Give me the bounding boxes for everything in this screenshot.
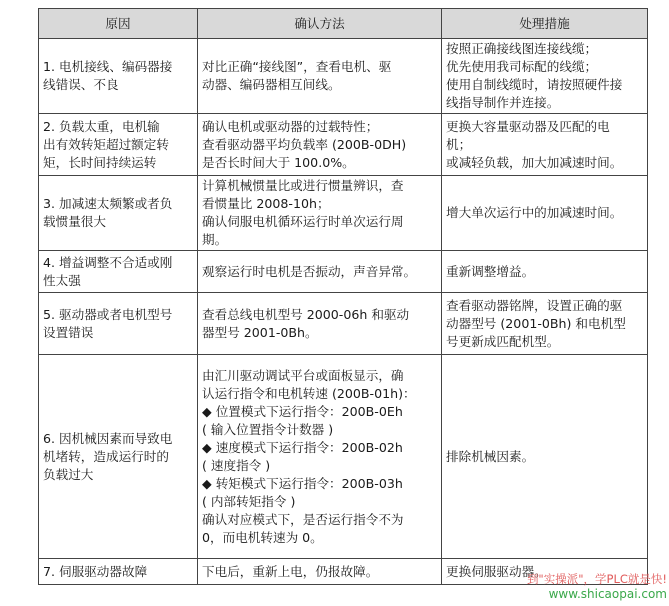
method-line: ◆ 速度模式下运行指令：200B-02h (202, 439, 403, 455)
method-line: 0，而电机转速为 0。 (202, 529, 323, 545)
cause-line: 出有效转矩超过额定转 (43, 136, 169, 152)
cause-line: 6. 因机械因素而导致电 (43, 430, 173, 446)
cell-action (442, 114, 648, 176)
table-row (39, 114, 648, 176)
action-line: 使用自制线缆时，请按照硬件接 (446, 77, 623, 92)
method-line: 由汇川驱动调试平台或面板显示，确 (202, 367, 404, 383)
cell-method (198, 176, 442, 251)
method-line: ( 内部转矩指令 ) (202, 493, 296, 509)
action-line: 更换大容量驱动器及匹配的电 (446, 118, 610, 134)
cell-cause (39, 355, 198, 559)
header-row (39, 9, 648, 39)
method-line: 认运行指令和电机转速 (200B-01h)： (202, 385, 416, 401)
method-line: 观察运行时电机是否振动，声音异常。 (202, 263, 417, 279)
cause-line: 7. 伺服驱动器故障 (43, 563, 148, 579)
cell-action (442, 176, 648, 251)
cause-line: 载惯量很大 (43, 214, 106, 229)
action-line: 动器型号 (2001-0Bh) 和电机型 (446, 315, 626, 331)
action-line: 查看驱动器铭牌，设置正确的驱 (446, 297, 623, 313)
cause-line: 4. 增益调整不合适或刚 (43, 254, 173, 270)
action-line: 重新调整增益。 (446, 263, 535, 279)
action-line: 增大单次运行中的加减速时间。 (446, 205, 623, 220)
action-line: 按照正确接线图连接线缆； (446, 41, 598, 56)
cause-line: 负载过大 (43, 466, 94, 482)
action-line: 号更新成匹配机型。 (446, 333, 560, 349)
table-row (39, 251, 648, 293)
cell-cause (39, 114, 198, 176)
fault-table (38, 8, 648, 585)
method-line: 查看驱动器平均负载率 (200B-0DH) (202, 136, 407, 152)
cause-line: 2. 负载太重，电机输 (43, 118, 160, 134)
cell-method (198, 251, 442, 293)
cause-line: 3. 加减速太频繁或者负 (43, 196, 173, 211)
cell-action (442, 251, 648, 293)
method-line: ◆ 位置模式下运行指令：200B-0Eh (202, 403, 403, 419)
action-line: 机； (446, 136, 472, 152)
method-line: 看惯量比 2008-10h； (202, 196, 330, 211)
table-row (39, 176, 648, 251)
cell-action (442, 293, 648, 355)
header-cause: 原因 (39, 9, 198, 39)
cause-line: 1. 电机接线、编码器接 (43, 59, 173, 74)
action-line: 或减轻负载，加大加减速时间。 (446, 154, 623, 170)
method-line: ◆ 转矩模式下运行指令：200B-03h (202, 475, 403, 491)
watermark-url: www.shicaopai.com (548, 587, 667, 601)
method-line: 对比正确“接线图”，查看电机、驱 (202, 59, 392, 74)
method-line: 确认电机或驱动器的过载特性； (202, 118, 379, 134)
table-row (39, 355, 648, 559)
table-row (39, 293, 648, 355)
watermark-slogan: 到"实操派"，学PLC就是快! (526, 572, 667, 586)
cell-cause (39, 39, 198, 114)
cause-line: 线错误、不良 (43, 77, 119, 92)
cause-line: 机堵转，造成运行时的 (43, 448, 169, 464)
header-action: 处理措施 (442, 9, 648, 39)
header-method: 确认方法 (198, 9, 442, 39)
cell-method (198, 114, 442, 176)
method-line: ( 输入位置指令计数器 ) (202, 421, 334, 437)
method-line: 下电后，重新上电，仍报故障。 (202, 563, 379, 579)
action-line: 排除机械因素。 (446, 448, 535, 464)
cell-method (198, 559, 442, 585)
table-row (39, 39, 648, 114)
method-line: 期。 (202, 232, 228, 247)
action-line: 优先使用我司标配的线缆； (446, 59, 598, 74)
cell-cause (39, 559, 198, 585)
method-line: ( 速度指令 ) (202, 457, 271, 473)
cell-cause (39, 293, 198, 355)
cause-line: 设置错误 (43, 324, 94, 340)
cell-cause (39, 176, 198, 251)
cell-method (198, 39, 442, 114)
action-line: 更换伺服驱动器。 (446, 563, 547, 579)
watermark (527, 572, 667, 602)
method-line: 确认对应模式下，是否运行指令不为 (202, 511, 404, 527)
cell-cause (39, 251, 198, 293)
cause-line: 矩，长时间持续运转 (43, 154, 157, 170)
method-line: 计算机械惯量比或进行惯量辨识，查 (202, 178, 404, 193)
method-line: 动器、编码器相互间线。 (202, 77, 341, 92)
method-line: 是否长时间大于 100.0%。 (202, 154, 355, 170)
cause-line: 5. 驱动器或者电机型号 (43, 306, 173, 322)
method-line: 查看总线电机型号 2000-06h 和驱动 (202, 306, 410, 322)
cell-action (442, 39, 648, 114)
action-line: 线指导制作并连接。 (446, 95, 560, 110)
method-line: 确认伺服电机循环运行时单次运行周 (202, 214, 404, 229)
cell-action (442, 355, 648, 559)
cause-line: 性太强 (43, 272, 81, 288)
cell-method (198, 293, 442, 355)
method-line: 器型号 2001-0Bh。 (202, 324, 318, 340)
table-body (39, 39, 648, 585)
cell-method (198, 355, 442, 559)
